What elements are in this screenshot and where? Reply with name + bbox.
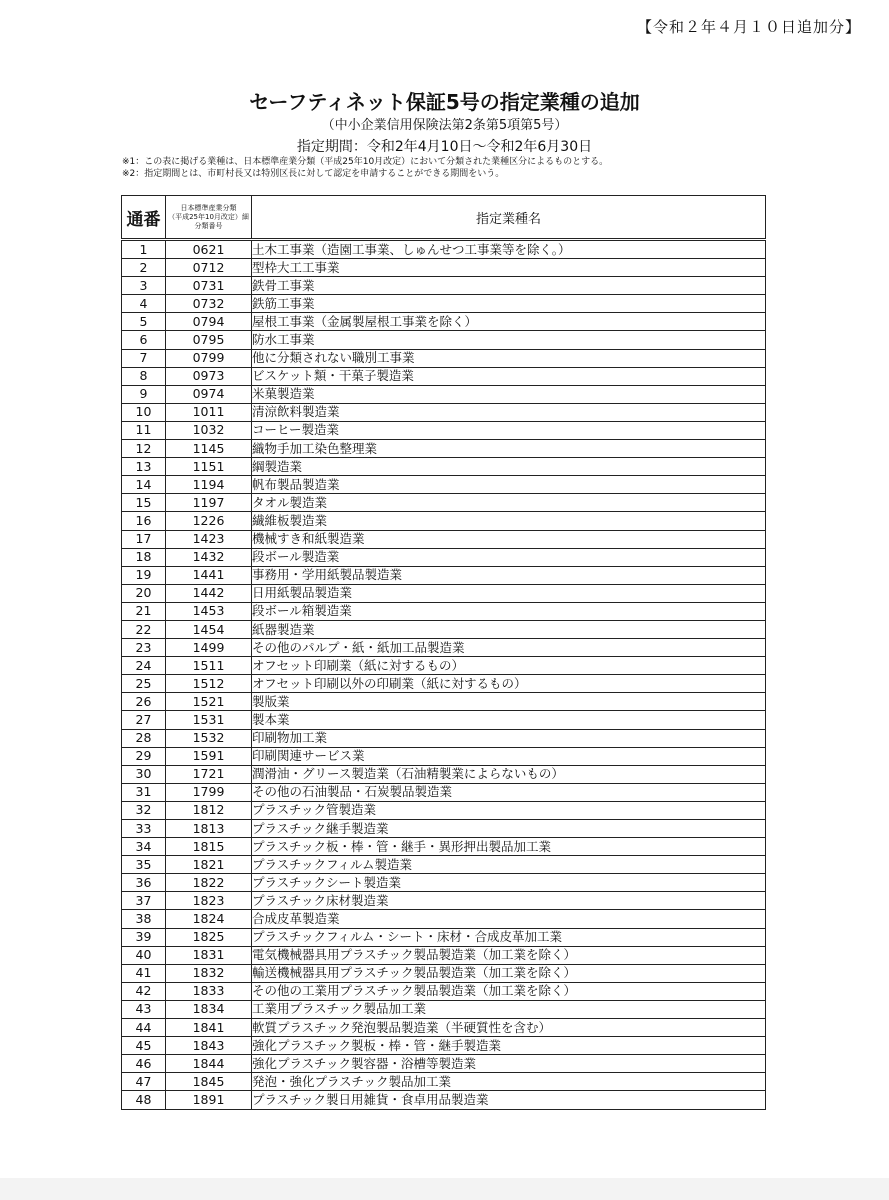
row-industry-name: プラスチック製日用雑貨・食卓用品製造業: [252, 1091, 766, 1109]
row-industry-name: 製版業: [252, 693, 766, 711]
row-serial-number: 18: [122, 548, 166, 566]
row-serial-number: 33: [122, 820, 166, 838]
row-serial-number: 4: [122, 295, 166, 313]
row-industry-name: オフセット印刷以外の印刷業（紙に対するもの）: [252, 675, 766, 693]
row-industry-name: 機械すき和紙製造業: [252, 530, 766, 548]
table-row: [122, 458, 766, 476]
row-serial-number: 8: [122, 367, 166, 385]
row-industry-name: 織物手加工染色整理業: [252, 440, 766, 458]
row-industry-name: 強化プラスチック製容器・浴槽等製造業: [252, 1055, 766, 1073]
row-industry-code: 1721: [166, 765, 252, 783]
table-row: [122, 657, 766, 675]
table-row: [122, 1055, 766, 1073]
row-industry-name: 米菓製造業: [252, 385, 766, 403]
table-row: [122, 801, 766, 819]
row-industry-name: 防水工事業: [252, 331, 766, 349]
row-industry-name: 土木工事業（造園工事業、しゅんせつ工事業等を除く。）: [252, 240, 766, 259]
row-serial-number: 6: [122, 331, 166, 349]
note-2: ※2：指定期間とは、市町村長又は特別区長に対して認定を申請することができる期間をいう。: [122, 169, 505, 179]
row-industry-code: 1532: [166, 729, 252, 747]
row-serial-number: 20: [122, 584, 166, 602]
row-industry-name: 強化プラスチック製板・棒・管・継手製造業: [252, 1037, 766, 1055]
row-industry-name: 軟質プラスチック発泡製品製造業（半硬質性を含む）: [252, 1019, 766, 1037]
table-row: [122, 403, 766, 421]
table-row: [122, 874, 766, 892]
row-serial-number: 22: [122, 620, 166, 638]
row-serial-number: 3: [122, 277, 166, 295]
header-code-line-2: （平成25年10月改定）細: [168, 212, 249, 221]
table-row: [122, 783, 766, 801]
row-industry-name: プラスチック管製造業: [252, 801, 766, 819]
row-serial-number: 10: [122, 403, 166, 421]
row-industry-name: 印刷物加工業: [252, 729, 766, 747]
row-industry-code: 1432: [166, 548, 252, 566]
table-row: [122, 820, 766, 838]
table-row: [122, 476, 766, 494]
row-industry-code: 1823: [166, 892, 252, 910]
row-serial-number: 43: [122, 1000, 166, 1018]
row-serial-number: 42: [122, 982, 166, 1000]
row-serial-number: 24: [122, 657, 166, 675]
row-serial-number: 23: [122, 639, 166, 657]
row-industry-name: プラスチック継手製造業: [252, 820, 766, 838]
table-row: [122, 240, 766, 259]
row-industry-name: 屋根工事業（金属製屋根工事業を除く）: [252, 313, 766, 331]
row-serial-number: 13: [122, 458, 166, 476]
table-row: [122, 494, 766, 512]
row-serial-number: 2: [122, 259, 166, 277]
row-industry-name: プラスチック板・棒・管・継手・異形押出製品加工業: [252, 838, 766, 856]
row-serial-number: 36: [122, 874, 166, 892]
row-industry-code: 1453: [166, 602, 252, 620]
document-subtitle: （中小企業信用保険法第2条第5項第5号）: [321, 118, 568, 133]
row-industry-name: その他のパルプ・紙・紙加工品製造業: [252, 639, 766, 657]
row-industry-name: 日用紙製品製造業: [252, 584, 766, 602]
table-row: [122, 729, 766, 747]
row-industry-code: 1833: [166, 982, 252, 1000]
row-industry-code: 1151: [166, 458, 252, 476]
row-industry-code: 1891: [166, 1091, 252, 1109]
notes: [122, 156, 772, 180]
table-row: [122, 747, 766, 765]
header-industry-name: 指定業種名: [252, 196, 766, 240]
table-row: [122, 675, 766, 693]
row-industry-name: 段ボール箱製造業: [252, 602, 766, 620]
table-row: [122, 946, 766, 964]
table-row: [122, 584, 766, 602]
table-row: [122, 277, 766, 295]
table-row: [122, 421, 766, 439]
row-industry-code: 0621: [166, 240, 252, 259]
row-industry-code: 1145: [166, 440, 252, 458]
row-industry-code: 0732: [166, 295, 252, 313]
row-industry-code: 1531: [166, 711, 252, 729]
table-row: [122, 566, 766, 584]
table-row: [122, 548, 766, 566]
row-serial-number: 26: [122, 693, 166, 711]
row-industry-name: 綱製造業: [252, 458, 766, 476]
row-industry-code: 1821: [166, 856, 252, 874]
row-industry-code: 0712: [166, 259, 252, 277]
row-industry-name: 発泡・強化プラスチック製品加工業: [252, 1073, 766, 1091]
row-industry-name: 印刷関連サービス業: [252, 747, 766, 765]
row-industry-name: プラスチックシート製造業: [252, 874, 766, 892]
row-industry-code: 1815: [166, 838, 252, 856]
row-serial-number: 16: [122, 512, 166, 530]
designated-industries-table: [121, 195, 766, 1110]
table-row: [122, 1019, 766, 1037]
row-industry-name: その他の工業用プラスチック製品製造業（加工業を除く）: [252, 982, 766, 1000]
row-serial-number: 25: [122, 675, 166, 693]
row-serial-number: 27: [122, 711, 166, 729]
row-industry-name: 鉄骨工事業: [252, 277, 766, 295]
row-serial-number: 29: [122, 747, 166, 765]
table-row: [122, 892, 766, 910]
table-row: [122, 964, 766, 982]
row-industry-code: 1841: [166, 1019, 252, 1037]
table-row: [122, 512, 766, 530]
row-industry-name: オフセット印刷業（紙に対するもの）: [252, 657, 766, 675]
row-industry-code: 0974: [166, 385, 252, 403]
table-row: [122, 331, 766, 349]
viewer-bottom-bar: [0, 1178, 889, 1200]
table-row: [122, 711, 766, 729]
row-industry-code: 1812: [166, 801, 252, 819]
row-industry-name: 帆布製品製造業: [252, 476, 766, 494]
row-serial-number: 32: [122, 801, 166, 819]
row-serial-number: 34: [122, 838, 166, 856]
row-industry-code: 1843: [166, 1037, 252, 1055]
row-industry-name: 鉄筋工事業: [252, 295, 766, 313]
row-serial-number: 31: [122, 783, 166, 801]
table-row: [122, 928, 766, 946]
row-industry-name: コーヒー製造業: [252, 421, 766, 439]
row-serial-number: 19: [122, 566, 166, 584]
row-serial-number: 11: [122, 421, 166, 439]
row-industry-code: 1591: [166, 747, 252, 765]
row-industry-name: 潤滑油・グリース製造業（石油精製業によらないもの）: [252, 765, 766, 783]
row-industry-name: 製本業: [252, 711, 766, 729]
table-row: [122, 602, 766, 620]
designation-period: 指定期間：令和2年4月10日～令和2年6月30日: [296, 139, 593, 155]
row-industry-code: 1832: [166, 964, 252, 982]
row-serial-number: 28: [122, 729, 166, 747]
row-industry-name: プラスチックフィルム・シート・床材・合成皮革加工業: [252, 928, 766, 946]
table-row: [122, 693, 766, 711]
row-serial-number: 7: [122, 349, 166, 367]
row-industry-name: 他に分類されない職別工事業: [252, 349, 766, 367]
row-industry-code: 1831: [166, 946, 252, 964]
row-industry-name: 輸送機械器具用プラスチック製品製造業（加工業を除く）: [252, 964, 766, 982]
table-row: [122, 838, 766, 856]
table-row: [122, 295, 766, 313]
row-industry-code: 1813: [166, 820, 252, 838]
table-header-row: [122, 196, 766, 240]
row-industry-code: 1799: [166, 783, 252, 801]
row-serial-number: 38: [122, 910, 166, 928]
row-industry-name: 段ボール製造業: [252, 548, 766, 566]
row-industry-code: 0973: [166, 367, 252, 385]
row-industry-name: 合成皮革製造業: [252, 910, 766, 928]
row-industry-name: 型枠大工工事業: [252, 259, 766, 277]
row-industry-code: 1441: [166, 566, 252, 584]
row-industry-code: 1825: [166, 928, 252, 946]
table-row: [122, 620, 766, 638]
table-row: [122, 910, 766, 928]
row-industry-code: 1011: [166, 403, 252, 421]
table-row: [122, 440, 766, 458]
row-industry-code: 1822: [166, 874, 252, 892]
row-serial-number: 15: [122, 494, 166, 512]
row-industry-code: 1226: [166, 512, 252, 530]
table-row: [122, 367, 766, 385]
row-industry-code: 1824: [166, 910, 252, 928]
header-industry-code: [166, 196, 252, 240]
row-industry-name: その他の石油製品・石炭製品製造業: [252, 783, 766, 801]
header-serial-number: 通番: [122, 196, 166, 240]
row-industry-name: プラスチック床材製造業: [252, 892, 766, 910]
table-row: [122, 385, 766, 403]
table-row: [122, 639, 766, 657]
row-serial-number: 12: [122, 440, 166, 458]
row-industry-name: ビスケット類・干菓子製造業: [252, 367, 766, 385]
row-serial-number: 17: [122, 530, 166, 548]
table-row: [122, 982, 766, 1000]
row-industry-name: 清涼飲料製造業: [252, 403, 766, 421]
row-industry-name: 紙器製造業: [252, 620, 766, 638]
row-serial-number: 46: [122, 1055, 166, 1073]
row-serial-number: 9: [122, 385, 166, 403]
row-serial-number: 5: [122, 313, 166, 331]
header-code-line-1: 日本標準産業分類: [180, 203, 237, 212]
row-industry-code: 1032: [166, 421, 252, 439]
row-serial-number: 47: [122, 1073, 166, 1091]
row-industry-code: 1845: [166, 1073, 252, 1091]
row-industry-code: 0731: [166, 277, 252, 295]
table-row: [122, 856, 766, 874]
row-serial-number: 37: [122, 892, 166, 910]
row-industry-name: 工業用プラスチック製品加工業: [252, 1000, 766, 1018]
row-industry-name: 電気機械器具用プラスチック製品製造業（加工業を除く）: [252, 946, 766, 964]
row-industry-name: 繊維板製造業: [252, 512, 766, 530]
row-industry-code: 0795: [166, 331, 252, 349]
row-industry-code: 0799: [166, 349, 252, 367]
note-1: ※1：この表に掲げる業種は、日本標準産業分類（平成25年10月改定）において分類された業種区分によるものとする。: [122, 157, 609, 167]
row-serial-number: 40: [122, 946, 166, 964]
addition-date-stamp: 【令和２年４月１０日追加分】: [636, 18, 861, 36]
row-industry-code: 1844: [166, 1055, 252, 1073]
row-industry-code: 1834: [166, 1000, 252, 1018]
table-row: [122, 1000, 766, 1018]
table-row: [122, 530, 766, 548]
row-industry-code: 1194: [166, 476, 252, 494]
row-serial-number: 39: [122, 928, 166, 946]
row-serial-number: 35: [122, 856, 166, 874]
row-industry-code: 1512: [166, 675, 252, 693]
row-industry-code: 0794: [166, 313, 252, 331]
row-industry-code: 1511: [166, 657, 252, 675]
row-serial-number: 48: [122, 1091, 166, 1109]
row-industry-code: 1454: [166, 620, 252, 638]
header-code-line-3: 分類番号: [194, 221, 223, 230]
table-row: [122, 1037, 766, 1055]
table-row: [122, 1073, 766, 1091]
row-industry-code: 1521: [166, 693, 252, 711]
row-industry-code: 1423: [166, 530, 252, 548]
table-body: [122, 240, 766, 1110]
row-industry-name: プラスチックフィルム製造業: [252, 856, 766, 874]
row-industry-code: 1442: [166, 584, 252, 602]
table-row: [122, 313, 766, 331]
row-industry-code: 1197: [166, 494, 252, 512]
row-industry-name: 事務用・学用紙製品製造業: [252, 566, 766, 584]
row-serial-number: 44: [122, 1019, 166, 1037]
table-row: [122, 765, 766, 783]
row-serial-number: 45: [122, 1037, 166, 1055]
row-serial-number: 30: [122, 765, 166, 783]
row-industry-name: タオル製造業: [252, 494, 766, 512]
row-serial-number: 41: [122, 964, 166, 982]
table-row: [122, 349, 766, 367]
row-serial-number: 21: [122, 602, 166, 620]
table-row: [122, 259, 766, 277]
document-title: セーフティネット保証5号の指定業種の追加: [249, 90, 640, 114]
table-row: [122, 1091, 766, 1109]
row-serial-number: 14: [122, 476, 166, 494]
row-industry-code: 1499: [166, 639, 252, 657]
row-serial-number: 1: [122, 240, 166, 259]
